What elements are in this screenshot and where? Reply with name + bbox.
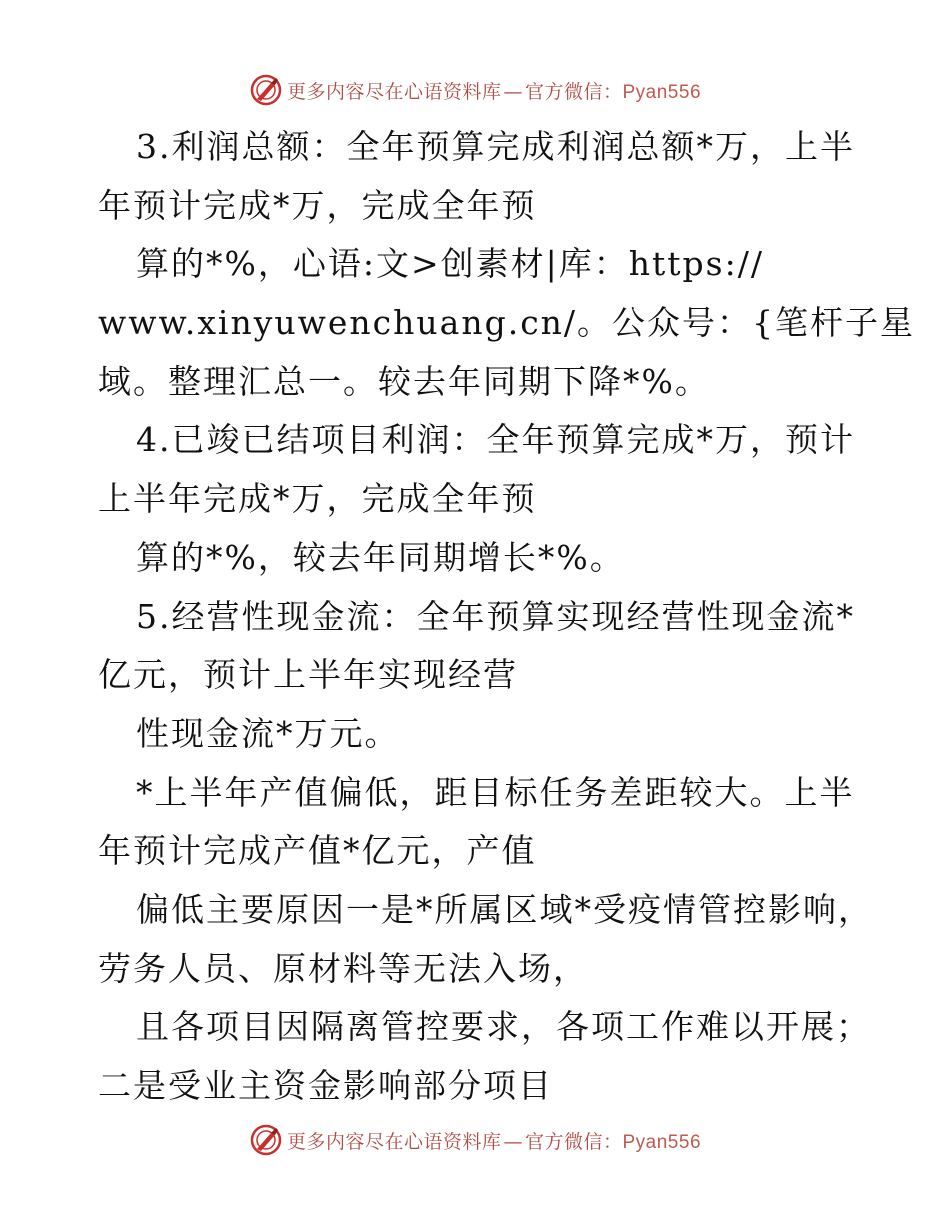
document-body [98, 118, 916, 1116]
text-line: 算的*%，心语:文>创素材|库：https:// [136, 244, 764, 284]
footer-banner-text [287, 1127, 701, 1154]
text-line: 上半年完成*万，完成全年预 [98, 479, 537, 519]
footer-banner-wechat-label: 官方微信： [524, 1130, 623, 1153]
text-line: 域。整理汇总一。较去年同期下降*%。 [98, 361, 710, 401]
header-banner-wechat-label: 官方微信： [524, 80, 623, 103]
text-line: 5.经营性现金流：全年预算实现经营性现金流* [136, 596, 855, 636]
text-line: 4.已竣已结项目利润：全年预算完成*万，预计 [136, 420, 855, 460]
text-line: 性现金流*万元。 [136, 713, 400, 753]
text-line: 年预计完成产值*亿元，产值 [98, 831, 537, 871]
text-line: 二是受业主资金影响部分项目 [98, 1066, 553, 1105]
footer-banner-separator: — [503, 1130, 523, 1153]
text-line: 亿元，预计上半年实现经营 [98, 655, 518, 695]
footer-banner-wechat-id: Pyan556 [622, 1131, 702, 1153]
footer-banner-title: 更多内容尽在心语资料库 [286, 1130, 502, 1153]
text-line: *上半年产值偏低，距目标任务差距较大。上半 [136, 772, 855, 812]
pen-circle-logo-icon [249, 1123, 283, 1157]
header-banner-wechat-id: Pyan556 [622, 81, 702, 103]
header-banner-separator: — [503, 80, 523, 103]
header-banner-text [287, 77, 701, 104]
text-line: 年预计完成*万，完成全年预 [98, 185, 537, 225]
header-banner [0, 70, 950, 110]
text-line: www.xinyuwenchuang.cn/。公众号：{笔杆子星 [98, 303, 916, 343]
text-line: 偏低主要原因一是*所属区域*受疫情管控影响， [136, 889, 873, 929]
text-line: 劳务人员、原材料等无法入场， [98, 948, 588, 988]
text-line: 算的*%，较去年同期增长*%。 [136, 537, 625, 577]
text-line: 且各项目因隔离管控要求，各项工作难以开展； [136, 1007, 871, 1047]
header-banner-title: 更多内容尽在心语资料库 [286, 80, 502, 103]
pen-circle-logo-icon [249, 73, 283, 107]
text-line: 3.利润总额：全年预算完成利润总额*万，上半 [136, 127, 855, 166]
footer-banner [0, 1120, 950, 1160]
